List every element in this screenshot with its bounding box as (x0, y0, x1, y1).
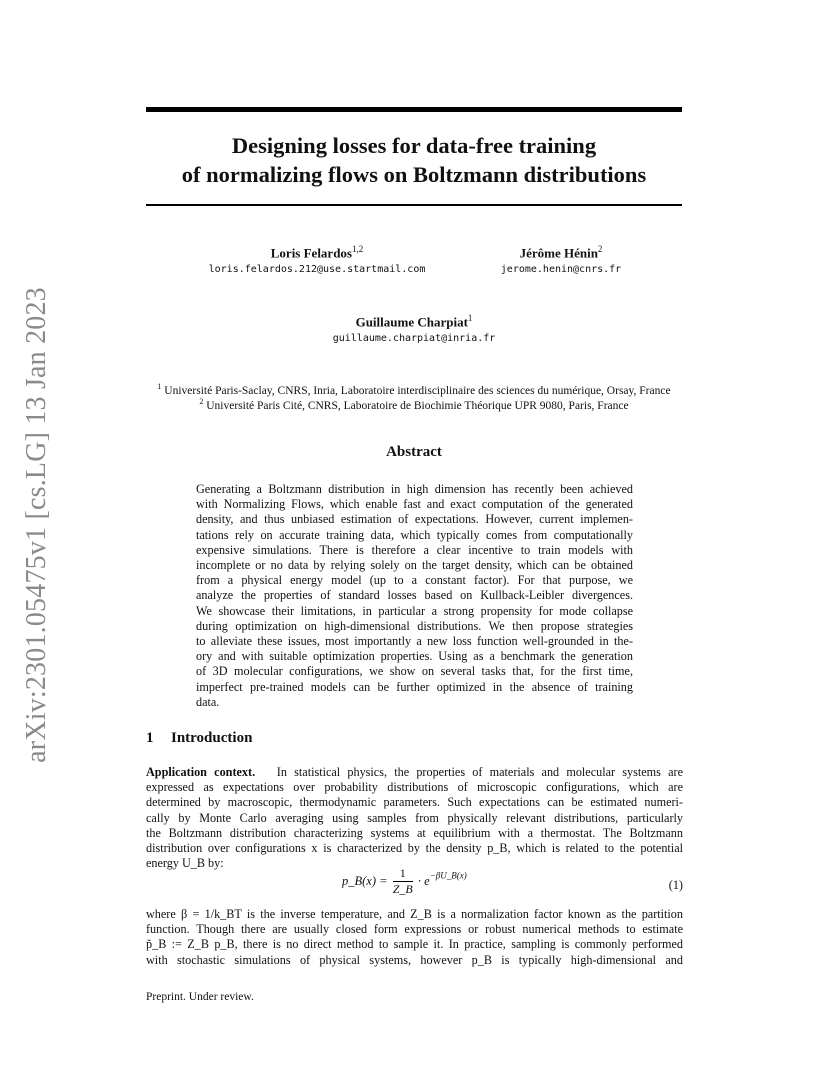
paper-title (146, 131, 682, 189)
runin-heading: Application context. (146, 765, 256, 779)
author-name: Loris Felardos$^{1,2}$ (270, 244, 364, 261)
paragraph-line: distribution over configurations x is characterized by the density p_B, which is related to the potential (146, 841, 683, 856)
title-line-2: of normalizing flows on Boltzmann distributions (181, 162, 647, 187)
equation-1 (146, 866, 683, 910)
abstract-line: expensive simulations. There is therefore a clear incentive to train models with (196, 542, 633, 557)
arxiv-identifier-stamp (17, 287, 57, 763)
abstract-body (196, 482, 633, 710)
abstract-line: analyze the properties of standard losses based on Kullback-Leibler divergences. (196, 588, 633, 603)
author-name: Jérôme Hénin$^2$ (519, 244, 603, 261)
abstract-line: to alleviate these issues, most importantly a new loss function well-grounded in the- (196, 634, 633, 649)
paragraph-line: function. Though there are usually closed form expressions or robust numerical methods to estimate (146, 922, 683, 937)
abstract-line: with Normalizing Flows, which enable fast and exact computation of the generated (196, 497, 633, 512)
affiliation-1: $^1$ Université Paris-Saclay, CNRS, Inria, Laboratoire interdisciplinaire des sciences du numérique, Orsay, France (157, 382, 671, 397)
paragraph-line: energy U_B by: (146, 856, 224, 871)
equation-number: (1) (668, 878, 683, 892)
title-line-1: Designing losses for data-free training (231, 133, 597, 158)
author-email[interactable]: loris.felardos.212@use.startmail.com (208, 264, 426, 276)
abstract-line: Generating a Boltzmann distribution in high dimension has recently been achieved (196, 482, 633, 496)
abstract-line: incomplete or no data by relying solely on the target density, which can be obtained (196, 558, 633, 573)
section-heading (146, 730, 252, 747)
abstract-line: ory and with suitable optimization properties. Using as a benchmark the generation (196, 649, 633, 664)
paragraph-application-context (146, 765, 683, 871)
title-top-rule (146, 107, 682, 112)
author-block (470, 241, 652, 278)
paragraph-line: determined by macroscopic, thermodynamic parameters. Such expectations can be estimated numeri- (146, 795, 683, 810)
author-email[interactable]: jerome.henin@cnrs.fr (500, 264, 622, 276)
abstract-line: data. (196, 694, 220, 709)
affiliation-2: $^2$ Université Paris Cité, CNRS, Laboratoire de Biochimie Théorique UPR 9080, Paris, France (199, 397, 629, 412)
arxiv-stamp-text: arXiv:2301.05475v1 [cs.LG] 13 Jan 2023 (21, 287, 52, 763)
section-title: Introduction (171, 730, 253, 746)
paragraph-partition-function (146, 907, 683, 968)
abstract-line: We showcase their limitations, in particular a strong propensity for mode collapse (196, 603, 633, 618)
boltzmann-equation: p_B(x) = $\frac{1}{Z\_B}$ · $e^{-\beta U\_B(x)}$ (342, 866, 467, 896)
preprint-footer: Preprint. Under review. (146, 991, 254, 1003)
author-block (200, 241, 434, 278)
author-email[interactable]: guillaume.charpiat@inria.fr (332, 333, 496, 345)
paragraph-line: expressed as expectations over probability distributions of microscopic configurations, which are (146, 780, 683, 795)
paragraph-line: with stochastic simulations of physical systems, however p_B is typically high-dimensional and (146, 952, 683, 967)
abstract-line: tations rely on accurate training data, which typically comes from computationally (196, 527, 633, 542)
abstract-line: during optimization on high-dimensional distributions. We then propose strategies (196, 618, 633, 633)
author-block (300, 310, 528, 347)
paragraph-line: cally by Monte Carlo averaging using samples from physically relevant distributions, particularly (146, 810, 683, 825)
abstract-line: imperfect pre-trained models can be further optimized in the absence of training (196, 679, 633, 694)
abstract-heading: Abstract (386, 444, 442, 460)
abstract-line: from a physical energy model (up to a constant factor). For that purpose, we (196, 573, 633, 588)
paragraph-line: where β = 1/k_BT is the inverse temperature, and Z_B is a normalization factor known as the partition (146, 907, 683, 921)
author-name: Guillaume Charpiat$^1$ (355, 313, 473, 330)
abstract-line: density, and thus unbiased estimation of expectations. However, current implemen- (196, 512, 633, 527)
paragraph-line: p̃_B := Z_B p_B, there is no direct method to sample it. In practice, sampling is commonly performed (146, 937, 683, 952)
paragraph-line: the Boltzmann distribution characterizing systems at equilibrium with a thermostat. The Boltzmann (146, 825, 683, 840)
title-bottom-rule (146, 204, 682, 206)
paragraph-line: Application context. In statistical physics, the properties of materials and molecular systems are (146, 765, 683, 779)
abstract-line: of 3D molecular configurations, we show on several tasks that, for the first time, (196, 664, 633, 679)
section-number: 1 (146, 730, 154, 746)
